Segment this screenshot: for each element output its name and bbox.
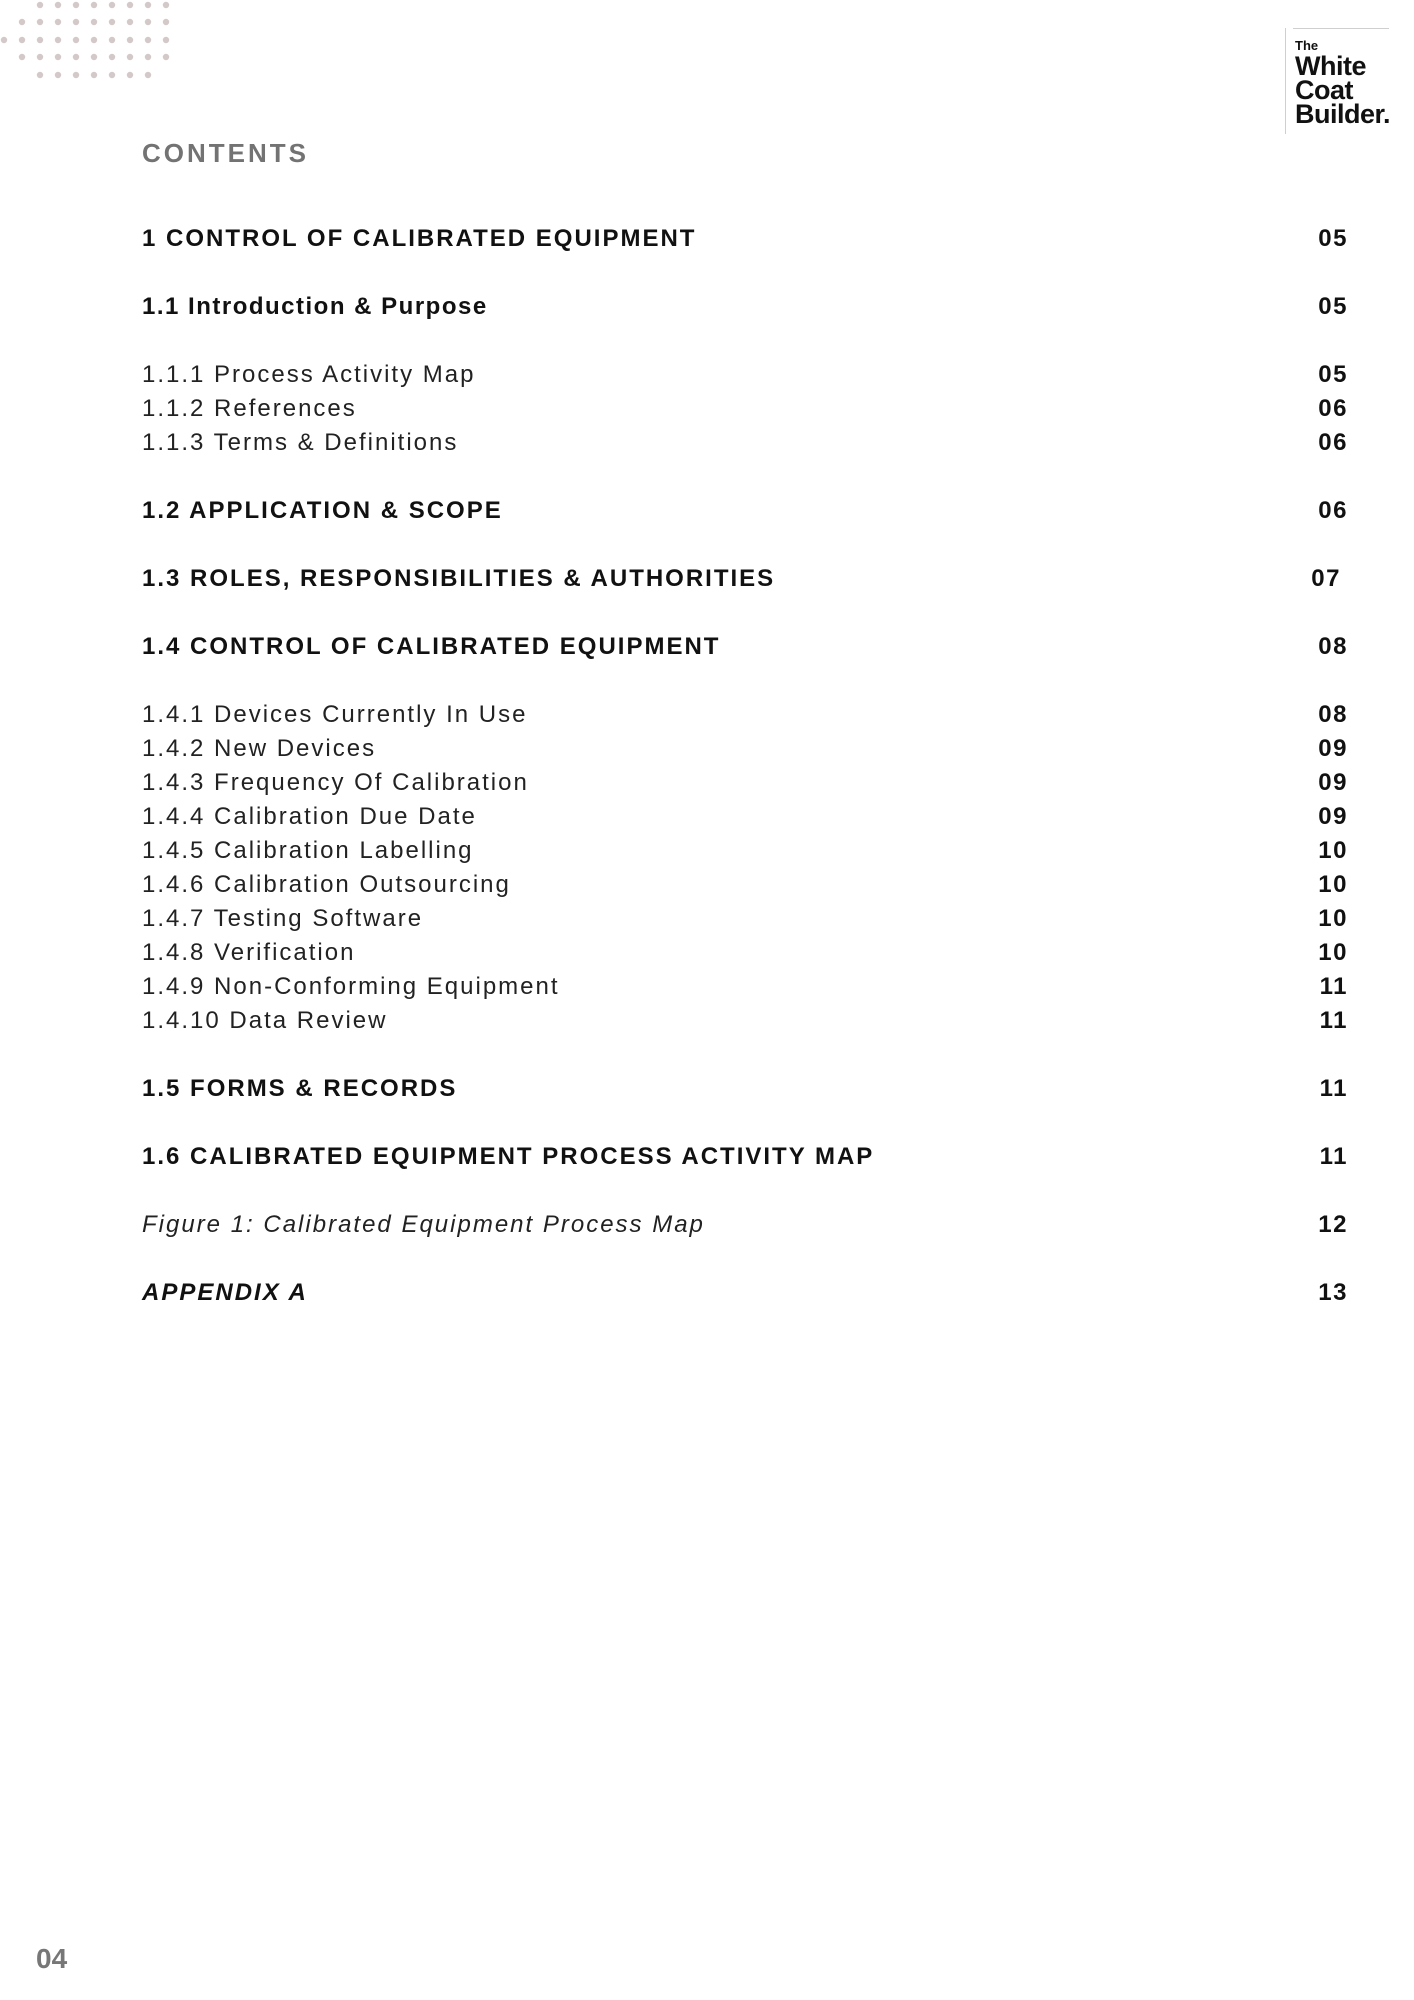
toc-entry[interactable] bbox=[142, 970, 1348, 1004]
toc-entry-page: 10 bbox=[1318, 871, 1348, 898]
decorative-dot bbox=[91, 54, 97, 60]
decorative-dot bbox=[19, 54, 25, 60]
toc-entry-page: 10 bbox=[1318, 837, 1348, 864]
toc-entry-title: 1.4.7 Testing Software bbox=[142, 905, 424, 932]
toc-entry-page: 07 bbox=[1311, 565, 1341, 592]
decorative-dot bbox=[127, 54, 133, 60]
decorative-dot bbox=[163, 2, 169, 8]
page-number: 04 bbox=[36, 1943, 68, 1974]
toc-entry-page: 11 bbox=[1319, 1143, 1348, 1170]
decorative-dot bbox=[55, 19, 61, 25]
toc-entry-title: APPENDIX A bbox=[142, 1279, 308, 1306]
decorative-dot bbox=[145, 37, 151, 43]
decorative-dot bbox=[91, 72, 97, 78]
toc-entry[interactable] bbox=[142, 392, 1348, 426]
toc-entry[interactable] bbox=[142, 766, 1348, 800]
decorative-dot bbox=[73, 72, 79, 78]
decorative-dot bbox=[145, 54, 151, 60]
toc-entry[interactable] bbox=[142, 1208, 1348, 1242]
decorative-dot bbox=[91, 2, 97, 8]
decorative-dot bbox=[73, 2, 79, 8]
toc-entry-page: 11 bbox=[1319, 1007, 1348, 1034]
decorative-dot bbox=[145, 19, 151, 25]
decorative-dot bbox=[37, 72, 43, 78]
toc-entry[interactable] bbox=[142, 562, 1348, 596]
toc-entry-title: 1.5 FORMS & RECORDS bbox=[142, 1075, 458, 1102]
toc-entry-title: 1.4.6 Calibration Outsourcing bbox=[142, 871, 511, 898]
decorative-dot bbox=[91, 19, 97, 25]
decorative-dot bbox=[19, 19, 25, 25]
toc-entry-page: 10 bbox=[1318, 939, 1348, 966]
toc-entry-page: 11 bbox=[1319, 1075, 1348, 1102]
logo-the: The bbox=[1295, 38, 1319, 53]
decorative-dot bbox=[127, 19, 133, 25]
toc-entry[interactable] bbox=[142, 902, 1348, 936]
toc-entry[interactable] bbox=[142, 834, 1348, 868]
decorative-dot bbox=[37, 2, 43, 8]
toc-entry-title: 1.4.3 Frequency Of Calibration bbox=[142, 769, 529, 796]
toc-entry-title: 1.1.2 References bbox=[142, 395, 357, 422]
toc-entry-page: 05 bbox=[1318, 361, 1348, 388]
toc-entry-page: 11 bbox=[1319, 973, 1348, 1000]
decorative-dot bbox=[55, 54, 61, 60]
decorative-dot bbox=[163, 37, 169, 43]
decorative-dot bbox=[109, 2, 115, 8]
toc-entry-title: 1.4.5 Calibration Labelling bbox=[142, 837, 474, 864]
decorative-dot bbox=[127, 37, 133, 43]
toc-entry[interactable] bbox=[142, 1276, 1348, 1310]
decorative-dot-pattern bbox=[0, 0, 200, 90]
logo-divider bbox=[1285, 28, 1286, 134]
toc-entry-title: 1.4.9 Non-Conforming Equipment bbox=[142, 973, 560, 1000]
toc-entry-title: 1.6 CALIBRATED EQUIPMENT PROCESS ACTIVITY MAP bbox=[142, 1143, 875, 1170]
toc-entry-title: 1.4.4 Calibration Due Date bbox=[142, 803, 477, 830]
decorative-dot bbox=[163, 54, 169, 60]
table-of-contents bbox=[142, 222, 1348, 1310]
toc-entry-title: 1.4.2 New Devices bbox=[142, 735, 377, 762]
decorative-dot bbox=[127, 2, 133, 8]
toc-entry-title: 1.1.1 Process Activity Map bbox=[142, 361, 476, 388]
decorative-dot bbox=[109, 54, 115, 60]
decorative-dot bbox=[37, 37, 43, 43]
toc-entry-title: 1.4 CONTROL OF CALIBRATED EQUIPMENT bbox=[142, 633, 721, 660]
brand-logo bbox=[1285, 28, 1400, 136]
toc-entry-page: 12 bbox=[1318, 1211, 1348, 1238]
decorative-dot bbox=[109, 37, 115, 43]
toc-entry[interactable] bbox=[142, 630, 1348, 664]
toc-entry-page: 09 bbox=[1318, 803, 1348, 830]
decorative-dot bbox=[1, 37, 7, 43]
toc-entry[interactable] bbox=[142, 1072, 1348, 1106]
toc-entry[interactable] bbox=[142, 1140, 1348, 1174]
logo-top-rule bbox=[1293, 28, 1389, 29]
toc-entry[interactable] bbox=[142, 936, 1348, 970]
decorative-dot bbox=[127, 72, 133, 78]
toc-entry[interactable] bbox=[142, 800, 1348, 834]
decorative-dot bbox=[109, 19, 115, 25]
logo-line-white: White bbox=[1295, 51, 1366, 81]
logo-line-builder: Builder. bbox=[1295, 99, 1391, 129]
toc-entry-page: 13 bbox=[1318, 1279, 1348, 1306]
decorative-dot bbox=[145, 72, 151, 78]
toc-entry[interactable] bbox=[142, 698, 1348, 732]
toc-entry[interactable] bbox=[142, 358, 1348, 392]
toc-entry-title: 1.1.3 Terms & Definitions bbox=[142, 429, 459, 456]
decorative-dot bbox=[145, 2, 151, 8]
contents-heading: CONTENTS bbox=[142, 138, 309, 168]
decorative-dot bbox=[73, 37, 79, 43]
toc-entry-title: 1.4.8 Verification bbox=[142, 939, 356, 966]
logo-wordmark bbox=[1295, 51, 1391, 129]
decorative-dot bbox=[163, 19, 169, 25]
toc-entry-page: 05 bbox=[1318, 225, 1348, 252]
toc-entry-page: 08 bbox=[1318, 633, 1348, 660]
toc-entry-page: 06 bbox=[1318, 429, 1348, 456]
toc-entry-title: Figure 1: Calibrated Equipment Process Map bbox=[142, 1211, 705, 1238]
decorative-dot bbox=[109, 72, 115, 78]
toc-entry-page: 06 bbox=[1318, 497, 1348, 524]
toc-entry[interactable] bbox=[142, 868, 1348, 902]
toc-entry[interactable] bbox=[142, 732, 1348, 766]
toc-entry[interactable] bbox=[142, 1004, 1348, 1038]
toc-entry-title: 1.4.10 Data Review bbox=[142, 1007, 388, 1034]
decorative-dot bbox=[19, 37, 25, 43]
decorative-dot bbox=[73, 19, 79, 25]
toc-entry-page: 08 bbox=[1318, 701, 1348, 728]
toc-entry-title: 1.3 ROLES, RESPONSIBILITIES & AUTHORITIES bbox=[142, 565, 776, 592]
decorative-dot bbox=[37, 19, 43, 25]
toc-entry[interactable] bbox=[142, 222, 1348, 256]
toc-entry[interactable] bbox=[142, 290, 1348, 324]
toc-entry-page: 05 bbox=[1318, 293, 1348, 320]
decorative-dot bbox=[55, 2, 61, 8]
toc-entry-title: 1.2 APPLICATION & SCOPE bbox=[142, 497, 503, 524]
toc-entry-page: 06 bbox=[1318, 395, 1348, 422]
toc-entry-title: 1.4.1 Devices Currently In Use bbox=[142, 701, 528, 728]
decorative-dot bbox=[55, 72, 61, 78]
decorative-dot bbox=[91, 37, 97, 43]
toc-entry[interactable] bbox=[142, 426, 1348, 460]
toc-entry[interactable] bbox=[142, 494, 1348, 528]
decorative-dot bbox=[73, 54, 79, 60]
decorative-dot bbox=[37, 54, 43, 60]
toc-entry-title: 1 CONTROL OF CALIBRATED EQUIPMENT bbox=[142, 225, 697, 252]
toc-entry-title: 1.1 Introduction & Purpose bbox=[142, 293, 488, 320]
toc-entry-page: 09 bbox=[1318, 735, 1348, 762]
decorative-dot bbox=[55, 37, 61, 43]
logo-line-coat: Coat bbox=[1295, 75, 1353, 105]
toc-entry-page: 10 bbox=[1318, 905, 1348, 932]
toc-entry-page: 09 bbox=[1318, 769, 1348, 796]
